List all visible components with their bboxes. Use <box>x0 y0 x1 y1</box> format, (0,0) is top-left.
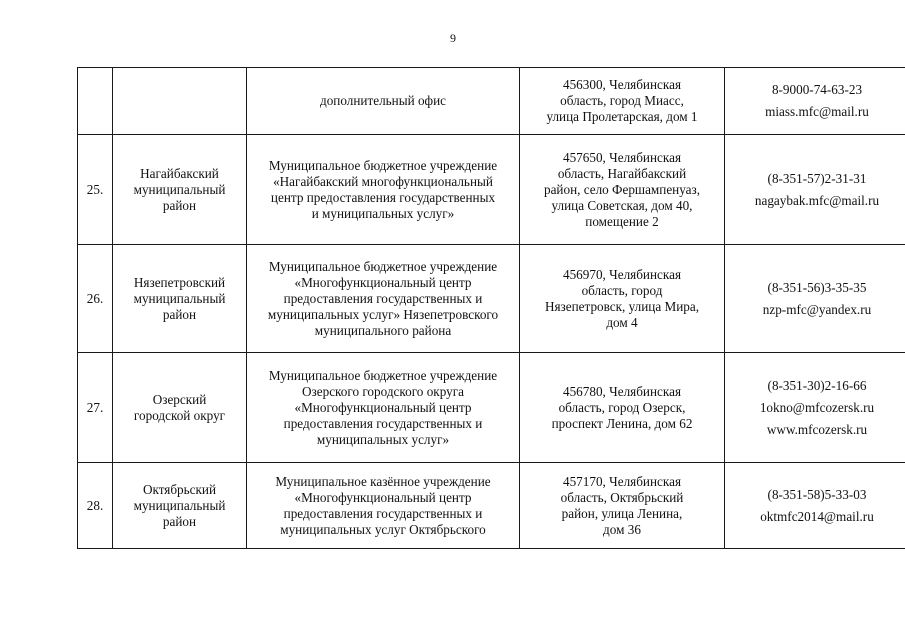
district-name: Октябрьский муниципальный район <box>133 481 226 529</box>
address-text: 457170, Челябинская область, Октябрьский район, улица Ленина, дом 36 <box>560 473 684 537</box>
institution-name: Муниципальное казённое учреждение «Многофункциональный центр предоставления государственных и муниципальных услуг Октябрьского <box>275 473 491 537</box>
district-name: Нязепетровский муниципальный район <box>133 274 226 322</box>
email-address: miass.mfc@mail.ru <box>765 104 869 119</box>
email-address: nagaybak.mfc@mail.ru <box>754 192 880 208</box>
phone-number: 8-9000-74-63-23 <box>771 82 863 97</box>
address-text: 457650, Челябинская область, Нагайбакский район, село Фершампенуаз, улица Советская, дом 40, помещение 2 <box>543 149 701 229</box>
institution-name: Муниципальное бюджетное учреждение Озерского городского округа «Многофункциональный центр предоставления государственных и муниципальных услуг» <box>268 367 498 447</box>
mfc-table <box>77 67 905 549</box>
row-number: 25. <box>86 181 104 197</box>
phone-number: (8-351-57)2-31-31 <box>767 170 867 186</box>
contacts-cell <box>725 135 905 245</box>
email-address: oktmfc2014@mail.ru <box>760 508 874 524</box>
row-number: 26. <box>86 290 104 306</box>
district-cell <box>113 353 247 463</box>
table-row <box>78 245 905 353</box>
row-number-cell <box>78 245 113 353</box>
address-cell <box>520 463 725 549</box>
mfc-table-body <box>78 68 905 549</box>
district-name: Нагайбакский муниципальный район <box>133 165 226 213</box>
website-address: www.mfcozersk.ru <box>766 421 868 437</box>
row-number: 27. <box>86 399 104 415</box>
district-cell <box>113 68 247 135</box>
table-row <box>78 135 905 245</box>
table-row <box>78 353 905 463</box>
contacts-cell <box>725 68 905 135</box>
phone-number: (8-351-30)2-16-66 <box>767 377 867 393</box>
address-text: 456970, Челябинская область, город Нязепетровск, улица Мира, дом 4 <box>544 266 700 330</box>
address-text: 456300, Челябинская область, город Миасс, улица Пролетарская, дом 1 <box>546 77 698 124</box>
address-cell <box>520 245 725 353</box>
address-cell <box>520 353 725 463</box>
institution-cell <box>247 245 520 353</box>
row-number-cell <box>78 135 113 245</box>
row-number-cell <box>78 353 113 463</box>
institution-name: дополнительный офис <box>319 93 446 108</box>
institution-name: Муниципальное бюджетное учреждение «Нагайбакский многофункциональный центр предоставления государственных и муниципальных услуг» <box>268 157 498 221</box>
row-number-cell <box>78 463 113 549</box>
address-cell <box>520 68 725 135</box>
contacts-cell <box>725 353 905 463</box>
contacts-cell <box>725 245 905 353</box>
email-address: 1okno@mfcozersk.ru <box>759 399 875 415</box>
row-number: 28. <box>86 497 104 513</box>
district-name: Озерский городской округ <box>133 391 226 423</box>
row-number-cell <box>78 68 113 135</box>
institution-cell <box>247 463 520 549</box>
email-address: nzp-mfc@yandex.ru <box>762 301 872 317</box>
district-cell <box>113 245 247 353</box>
institution-cell <box>247 68 520 135</box>
institution-cell <box>247 353 520 463</box>
contacts-cell <box>725 463 905 549</box>
address-cell <box>520 135 725 245</box>
table-row <box>78 68 905 135</box>
institution-cell <box>247 135 520 245</box>
phone-number: (8-351-56)3-35-35 <box>767 279 867 295</box>
phone-number: (8-351-58)5-33-03 <box>767 486 867 502</box>
page-number: 9 <box>450 31 456 45</box>
institution-name: Муниципальное бюджетное учреждение «Многофункциональный центр предоставления государственных и муниципальных услуг» Нязепетровского муниципального района <box>267 258 499 338</box>
district-cell <box>113 135 247 245</box>
address-text: 456780, Челябинская область, город Озерск, проспект Ленина, дом 62 <box>551 383 693 431</box>
district-cell <box>113 463 247 549</box>
table-row <box>78 463 905 549</box>
